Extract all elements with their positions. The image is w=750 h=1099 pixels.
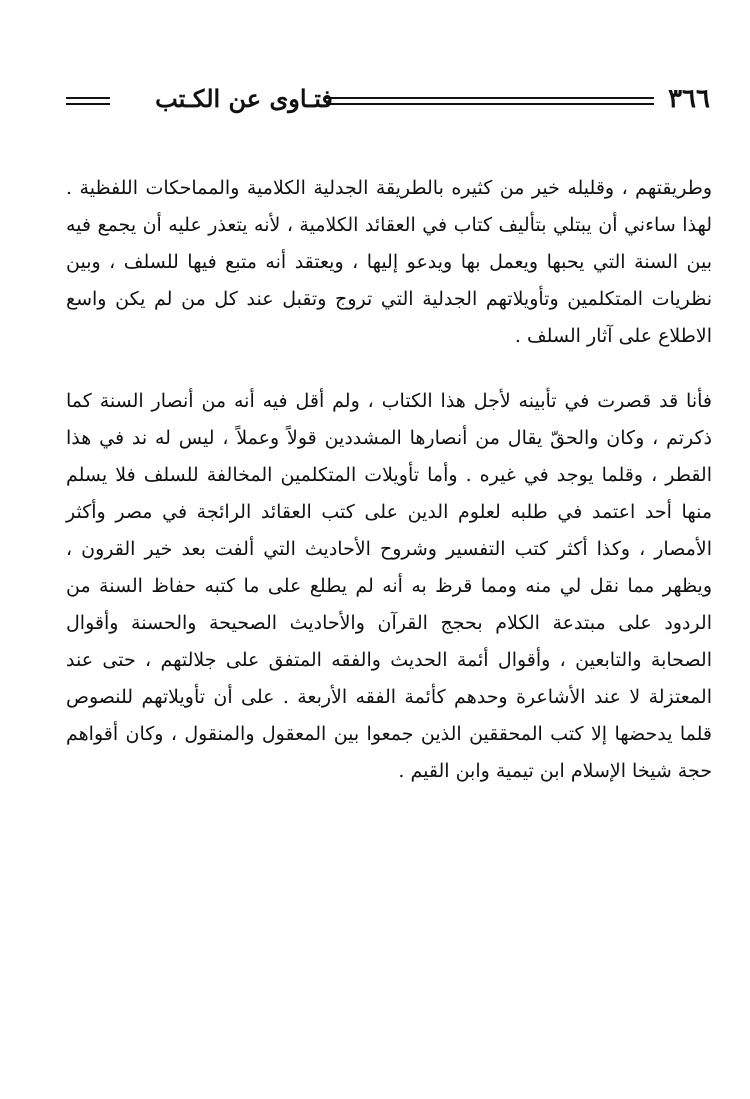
running-title: فتـاوى عن الكـتب bbox=[155, 84, 333, 113]
header-rule-right bbox=[326, 97, 654, 105]
paragraph-2: فأنا قد قصرت في تأبينه لأجل هذا الكتاب ، ولم أقل فيه أنه من أنصار السنة كما ذكرتم ، وكان والحقّ يقال من أنصارها المشددين قولاً وعملاً ، ليس له ند في هذا القطر ، وقلما يوجد في غيره . وأما تأويلات المتكلمين المخالفة للسلف فلا يسلم منها أحد اعتمد في طلبه لعلوم الدين على كتب العقائد الرائجة في مصر وأكثر الأمصار ، وكذا أكثر كتب التفسير وشروح الأحاديث التي ألفت بعد خير القرون ، ويظهر مما نقل لي منه ومما قرظ به أنه لم يطلع على ما كتبه حفاظ السنة من الردود على مبتدعة الكلام بحجج القرآن والأحاديث الصحيحة والحسنة وأقوال الصحابة والتابعين ، وأقوال أئمة الحديث والفقه المتفق على جلالتهم ، حتى عند المعتزلة لا عند الأشاعرة وحدهم كأئمة الفقه الأربعة . على أن تأويلاتهم للنصوص قلما يدحضها إلا كتب المحققين الذين جمعوا بين المعقول والمنقول ، وكان أقواهم حجة شيخا الإسلام ابن تيمية وابن القيم . bbox=[66, 390, 712, 782]
header-rule-left bbox=[66, 97, 110, 105]
page-number: ٣٦٦ bbox=[668, 84, 710, 114]
body-text bbox=[66, 170, 712, 790]
paragraph-1: وطريقتهم ، وقليله خير من كثيره بالطريقة الجدلية الكلامية والمماحكات اللفظية . لهذا ساءني أن يبتلي بتأليف كتاب في العقائد الكلامية ، لأنه يتعذر عليه أن يجمع فيه بين السنة التي يحبها ويعمل بها ويدعو إليها ، ويعتقد أنه متبع فيها للسلف ، وبين نظريات المتكلمين وتأويلاتهم الجدلية التي تروج وتقبل عند كل من لم يكن واسع الاطلاع على آثار السلف . bbox=[66, 177, 712, 347]
page-header bbox=[66, 82, 710, 116]
